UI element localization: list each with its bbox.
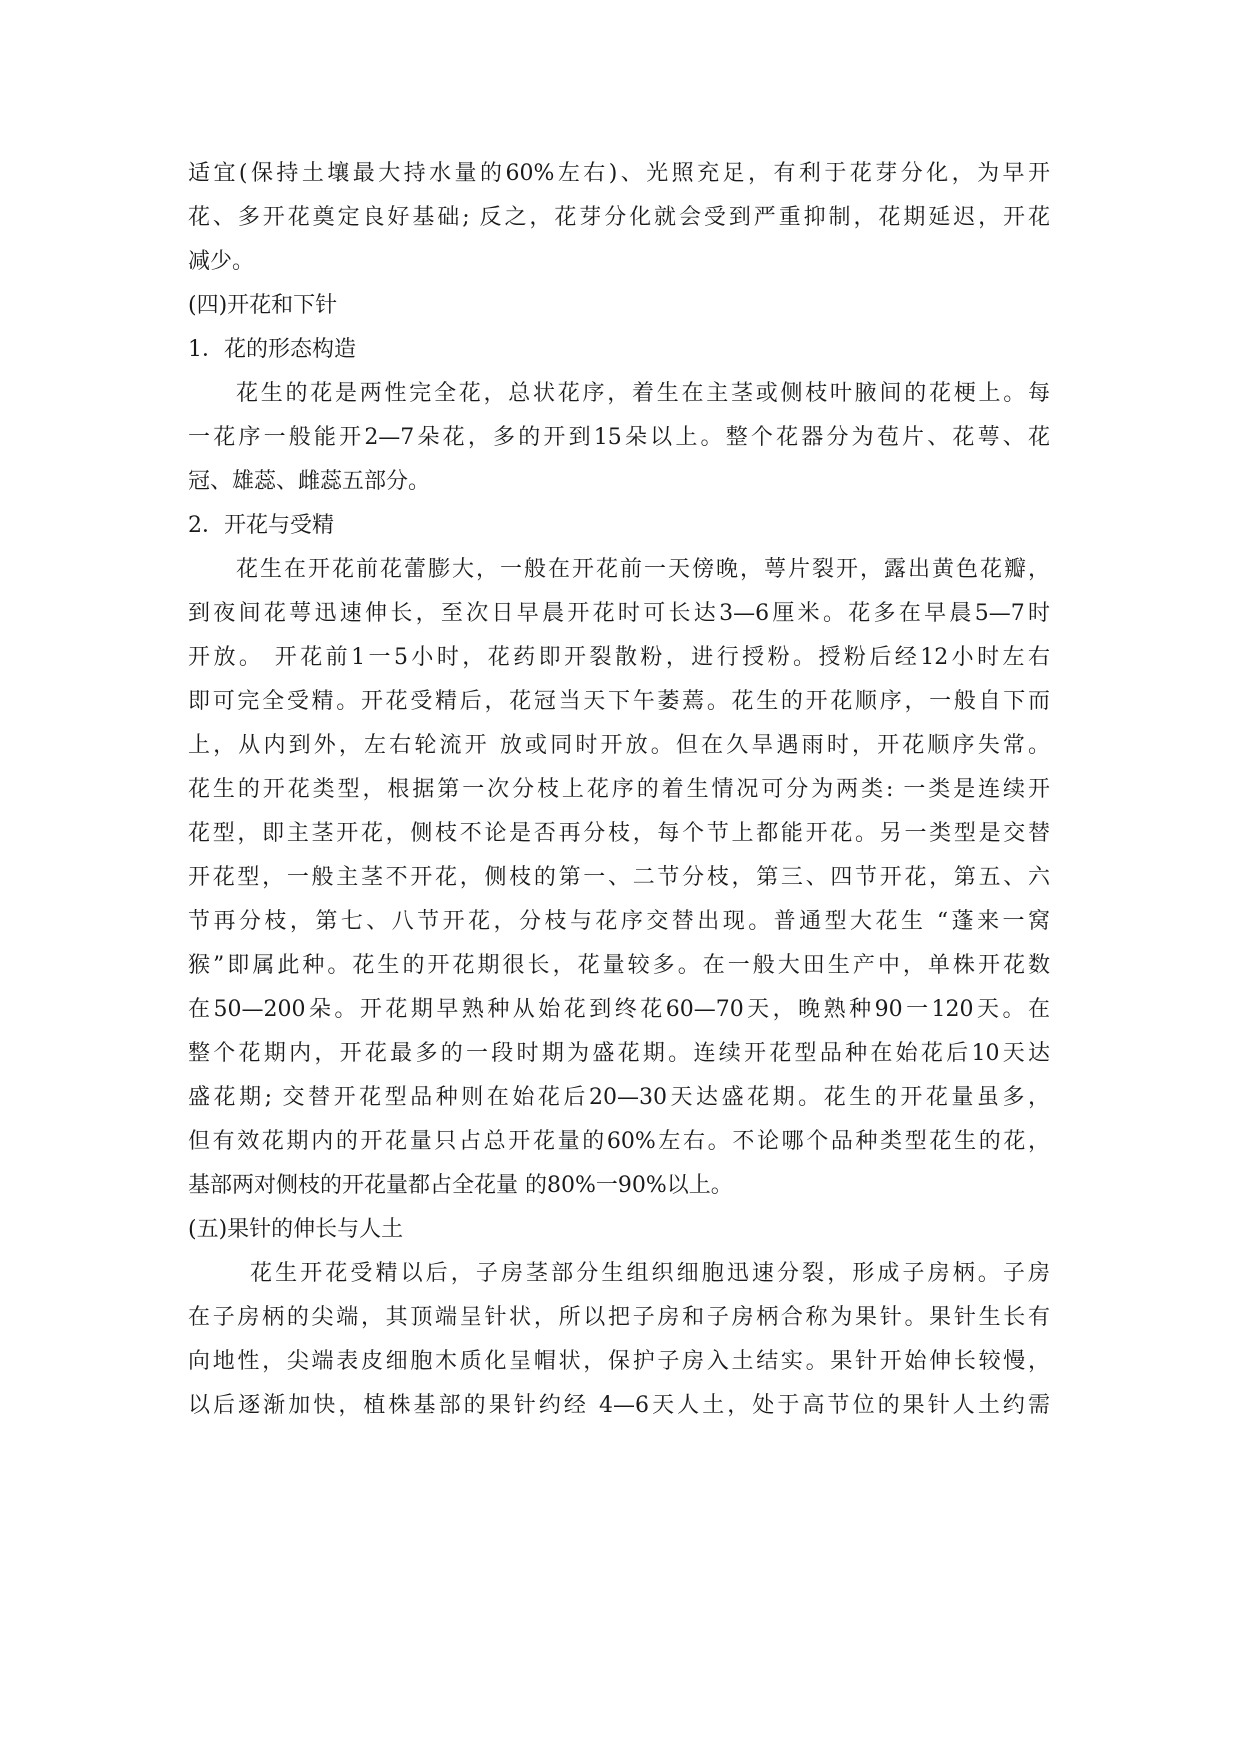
text-line: 节再分枝，第七、八节开花，分枝与花序交替出现。普通型大花生 “蓬来一窝: [188, 909, 1050, 934]
document-body: [188, 152, 1050, 1428]
text-line: 整个花期内，开花最多的一段时期为盛花期。连续开花型品种在始花后10天达: [188, 1041, 1050, 1066]
text-line: 开放。 开花前1一5小时，花药即开裂散粉，进行授粉。授粉后经12小时左右: [188, 645, 1050, 670]
text-line: 基部两对侧枝的开花量都占全花量 的80%一90%以上。: [188, 1173, 733, 1198]
text-line: 猴”即属此种。花生的开花期很长，花量较多。在一般大田生产中，单株开花数: [188, 953, 1050, 978]
text-line: 冠、雄蕊、雌蕊五部分。: [188, 469, 431, 494]
text-line: 向地性，尖端表皮细胞木质化呈帽状，保护子房入土结实。果针开始伸长较慢，: [188, 1349, 1050, 1374]
text-line: 开花型，一般主茎不开花，侧枝的第一、二节分枝，第三、四节开花，第五、六: [188, 865, 1050, 890]
text-line: 盛花期; 交替开花型品种则在始花后20—30天达盛花期。花生的开花量虽多，: [188, 1085, 1050, 1110]
text-line: 花生开花受精以后，子房茎部分生组织细胞迅速分裂，形成子房柄。子房: [250, 1261, 1050, 1286]
text-line: 花生在开花前花蕾膨大，一般在开花前一天傍晚，萼片裂开，露出黄色花瓣，: [236, 557, 1050, 582]
subsection-heading: 1．花的形态构造: [188, 337, 356, 362]
text-line: 即可完全受精。开花受精后，花冠当天下午萎蔫。花生的开花顺序，一般自下而: [188, 689, 1050, 714]
text-line: 以后逐渐加快，植株基部的果针约经 4—6天人土，处于高节位的果针人土约需: [188, 1393, 1050, 1418]
text-line: 在子房柄的尖端，其顶端呈针状，所以把子房和子房柄合称为果针。果针生长有: [188, 1305, 1050, 1330]
section-heading: (五)果针的伸长与人土: [188, 1217, 404, 1242]
text-line: 在50—200朵。开花期早熟种从始花到终花60—70天，晚熟种90一120天。在: [188, 997, 1050, 1022]
text-line: 到夜间花萼迅速伸长，至次日早晨开花时可长达3—6厘米。花多在早晨5—7时: [188, 601, 1050, 626]
text-line: 适宜(保持土壤最大持水量的60%左右)、光照充足，有利于花芽分化，为早开: [188, 161, 1050, 186]
text-line: 花生的开花类型，根据第一次分枝上花序的着生情况可分为两类: 一类是连续开: [188, 777, 1050, 802]
text-line: 花生的花是两性完全花，总状花序，着生在主茎或侧枝叶腋间的花梗上。每: [236, 381, 1050, 406]
subsection-heading: 2．开花与受精: [188, 513, 334, 538]
text-line: 花、多开花奠定良好基础; 反之，花芽分化就会受到严重抑制，花期延迟，开花: [188, 205, 1050, 230]
text-line: 但有效花期内的开花量只占总开花量的60%左右。不论哪个品种类型花生的花，: [188, 1129, 1050, 1154]
text-line: 花型，即主茎开花，侧枝不论是否再分枝，每个节上都能开花。另一类型是交替: [188, 821, 1050, 846]
text-line: 一花序一般能开2—7朵花，多的开到15朵以上。整个花器分为苞片、花萼、花: [188, 425, 1050, 450]
text-line: 减少。: [188, 249, 255, 274]
section-heading: (四)开花和下针: [188, 293, 338, 318]
text-line: 上，从内到外，左右轮流开 放或同时开放。但在久旱遇雨时，开花顺序失常。: [188, 733, 1050, 758]
